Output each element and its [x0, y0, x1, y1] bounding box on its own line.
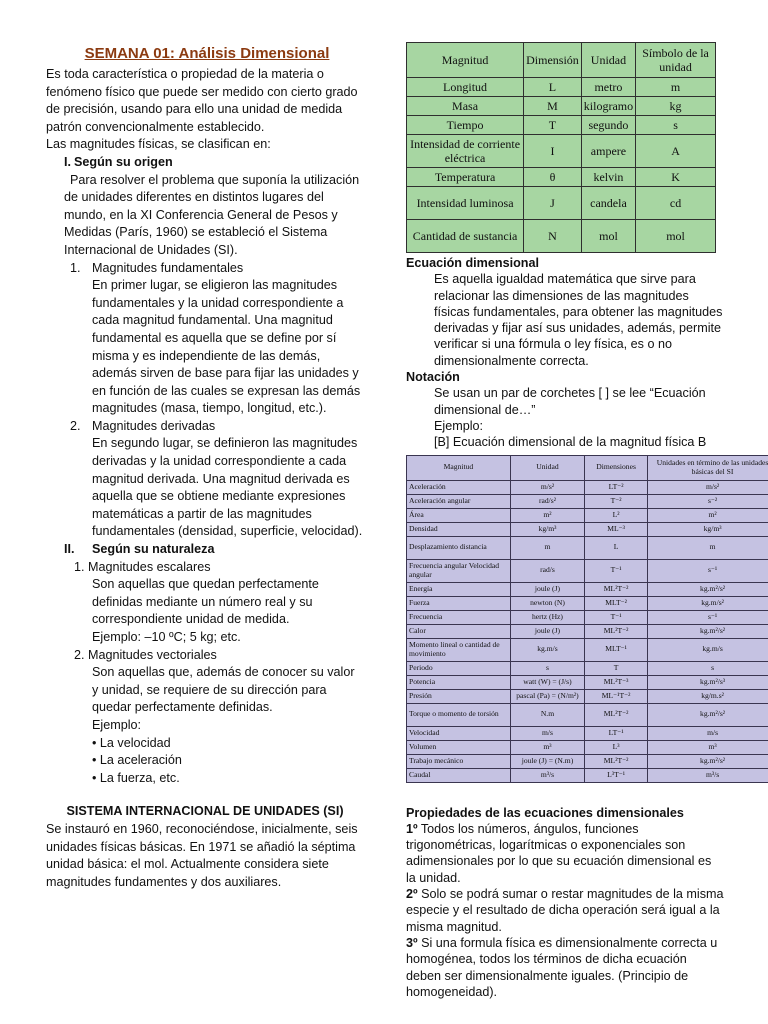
section-naturaleza-heading — [46, 541, 364, 559]
item-derivadas-text: En segundo lugar, se definieron las magnitudes derivadas y la unidad correspondiente a cada magnitud derivada. Una magnitud derivada es aquella que se obtiene mediante expresiones matemáticas a partir de las magnitudes fundamentales (densidad, superficie, velocidad). — [92, 436, 363, 539]
escalares-example: Ejemplo: –10 ºC; 5 kg; etc. — [92, 630, 241, 644]
table-cell: T — [524, 116, 582, 135]
table-cell: ML⁻¹T⁻² — [585, 689, 648, 703]
derived-table-body — [407, 480, 768, 782]
left-column — [46, 44, 364, 891]
propiedad-text: Todos los números, ángulos, funciones trigonométricas, logarítmicas o exponenciales son adimensionales por lo que su ecuación dimensional es la unidad. — [406, 821, 712, 885]
propiedad-number: 1º — [406, 821, 418, 836]
table-cell: T — [585, 661, 648, 675]
table-cell: ML²T⁻² — [585, 754, 648, 768]
table-cell: ML⁻³ — [585, 522, 648, 536]
propiedades-section — [406, 805, 724, 1001]
escalares-title: 1. Magnitudes escalares — [74, 559, 211, 574]
table-cell: I — [524, 135, 582, 168]
table-cell: candela — [581, 187, 635, 220]
table-row — [407, 522, 768, 536]
table-cell: segundo — [581, 116, 635, 135]
table-cell: mol — [581, 220, 635, 253]
table-row — [407, 508, 768, 522]
table-cell: ML²T⁻² — [585, 703, 648, 726]
table-cell: K — [636, 168, 716, 187]
table-cell: m — [636, 78, 716, 97]
table-cell: θ — [524, 168, 582, 187]
header-cell: Dimensiones — [585, 455, 648, 480]
header-cell: Símbolo de la unidad — [636, 43, 716, 78]
vectoriales-text: Son aquellas que, además de conocer su valor y unidad, se requiere de su dirección para quedar perfectamente definidas. — [92, 665, 355, 715]
table-cell: Fuerza — [407, 596, 511, 610]
table-cell: m/s² — [648, 480, 768, 494]
table-cell: kilogramo — [581, 97, 635, 116]
table-cell: m/s — [510, 726, 584, 740]
table-row — [407, 116, 716, 135]
table-cell: kg/m³ — [648, 522, 768, 536]
table-cell: L — [524, 78, 582, 97]
table-cell: hertz (Hz) — [510, 610, 584, 624]
header-cell: Magnitud — [407, 455, 511, 480]
table-cell: rad/s² — [510, 494, 584, 508]
table-cell: Desplazamiento distancia — [407, 536, 511, 559]
table-cell: T⁻² — [585, 494, 648, 508]
table-cell: Densidad — [407, 522, 511, 536]
table-row — [407, 582, 768, 596]
table-row — [407, 768, 768, 782]
table-row — [407, 610, 768, 624]
escalares-text: Son aquellas que quedan perfectamente definidas mediante un número real y su correspondiente unidad de medida. — [92, 577, 319, 627]
notacion-example: [B] Ecuación dimensional de la magnitud física B — [434, 435, 707, 450]
table-cell: kg.m²/s² — [648, 754, 768, 768]
table-cell: joule (J) = (N.m) — [510, 754, 584, 768]
origen-paragraph: Para resolver el problema que suponía la utilización de unidades diferentes en distintos lugares del mundo, en la XI Conferencia General de Pesos y Medidas (París, 1960) se estableció el Sistema Internacional de Unidades (SI). — [64, 172, 360, 257]
header-cell: Unidad — [581, 43, 635, 78]
table-row — [407, 638, 768, 661]
table-cell: mol — [636, 220, 716, 253]
table-cell: N.m — [510, 703, 584, 726]
propiedades-heading: Propiedades de las ecuaciones dimensionales — [406, 805, 684, 820]
table-cell: L³T⁻¹ — [585, 768, 648, 782]
header-cell: Unidad — [510, 455, 584, 480]
item-fundamentales-text: En primer lugar, se eligieron las magnitudes fundamentales y la unidad correspondiente a cada magnitud fundamental. Una magnitud fundamental es aquella que se define por sí misma y es independiente de las demás, además sirven de base para fijar las unidades y en función de las cuales se expresan las demás magnitudes (masa, tiempo, longitud, etc.). — [92, 278, 361, 416]
table-cell: Periodo — [407, 661, 511, 675]
table-cell: Momento lineal o cantidad de movimiento — [407, 638, 511, 661]
table-row — [407, 754, 768, 768]
table-cell: T⁻¹ — [585, 610, 648, 624]
propiedad-number: 3º — [406, 935, 418, 950]
table-cell: s — [636, 116, 716, 135]
table-cell: metro — [581, 78, 635, 97]
table-cell: Intensidad luminosa — [407, 187, 524, 220]
vectoriales-title: 2. Magnitudes vectoriales — [74, 647, 217, 662]
table-cell: Energía — [407, 582, 511, 596]
table-header-row — [407, 455, 768, 480]
vectoriales-example-label: Ejemplo: — [92, 717, 141, 732]
notacion-example-label: Ejemplo: — [434, 418, 483, 433]
table-cell: s⁻² — [648, 494, 768, 508]
table-cell: m — [648, 536, 768, 559]
table-row — [407, 480, 768, 494]
table-cell: s⁻¹ — [648, 610, 768, 624]
item-number: 2. — [70, 418, 81, 433]
table-cell: ML²T⁻² — [585, 582, 648, 596]
table-cell: m — [510, 536, 584, 559]
table-row — [407, 726, 768, 740]
table-cell: kg.m/s — [648, 638, 768, 661]
table-cell: A — [636, 135, 716, 168]
table-cell: N — [524, 220, 582, 253]
propiedad-item — [406, 821, 724, 886]
si-paragraph: Se instauró en 1960, reconociéndose, inicialmente, seis unidades físicas básicas. En 1971 se añadió la séptima unidad básica: el mol. Actualmente considera siete magnitudes fundamentes y dos auxiliares. — [46, 821, 358, 889]
propiedad-text: Si una formula física es dimensionalmente correcta u homogénea, todos los términos de dicha ecuación deben ser dimensionalmente iguales. (Principio de homogeneidad). — [406, 935, 718, 999]
table-cell: cd — [636, 187, 716, 220]
fundamental-units-table — [406, 42, 716, 253]
item-number: 1. — [70, 260, 81, 275]
table-cell: Longitud — [407, 78, 524, 97]
roman-numeral: II. — [64, 542, 75, 557]
table-cell: kg/m.s² — [648, 689, 768, 703]
propiedad-text: Solo se podrá sumar o restar magnitudes de la misma especie y el resultado de dicha operación será igual a la misma magnitud. — [406, 887, 724, 934]
table-cell: kg.m²/s² — [648, 582, 768, 596]
table-cell: ML²T⁻³ — [585, 675, 648, 689]
item-title: Magnitudes derivadas — [92, 418, 216, 433]
roman-numeral: I. — [64, 154, 71, 169]
table-row — [407, 740, 768, 754]
table-cell: ML²T⁻² — [585, 624, 648, 638]
table-row — [407, 97, 716, 116]
heading-text: Según su naturaleza — [92, 542, 215, 557]
derived-magnitudes-table — [406, 455, 768, 783]
table-cell: kg.m/s² — [648, 596, 768, 610]
table-cell: kg.m²/s² — [648, 703, 768, 726]
table-cell: Trabajo mecánico — [407, 754, 511, 768]
table-cell: kg/m³ — [510, 522, 584, 536]
section-origen-heading — [46, 154, 364, 172]
table-cell: pascal (Pa) = (N/m²) — [510, 689, 584, 703]
table-cell: LT⁻² — [585, 480, 648, 494]
table-row — [407, 703, 768, 726]
table-row — [407, 675, 768, 689]
header-cell: Magnitud — [407, 43, 524, 78]
table-cell: m/s — [648, 726, 768, 740]
propiedad-item — [406, 886, 724, 935]
table-cell: Cantidad de sustancia — [407, 220, 524, 253]
table-cell: m³ — [510, 740, 584, 754]
table-row — [407, 494, 768, 508]
table-cell: L³ — [585, 740, 648, 754]
table-row — [407, 220, 716, 253]
notacion-heading: Notación — [406, 370, 460, 385]
table-cell: MLT⁻² — [585, 596, 648, 610]
table-row — [407, 187, 716, 220]
table-cell: newton (N) — [510, 596, 584, 610]
table-cell: Masa — [407, 97, 524, 116]
table-cell: ampere — [581, 135, 635, 168]
table-cell: Presión — [407, 689, 511, 703]
notacion-paragraph: Se usan un par de corchetes [ ] se lee “Ecuación dimensional de…” — [434, 386, 706, 417]
table-row — [407, 536, 768, 559]
table-cell: T⁻¹ — [585, 559, 648, 582]
table-row — [407, 78, 716, 97]
intro-classification: Las magnitudes físicas, se clasifican en: — [46, 137, 271, 152]
table-cell: Intensidad de corriente eléctrica — [407, 135, 524, 168]
table-cell: L² — [585, 508, 648, 522]
table-cell: m/s² — [510, 480, 584, 494]
item-derivadas-title — [46, 418, 364, 436]
ecuacion-paragraph: Es aquella igualdad matemática que sirve para relacionar las dimensiones de las magnitudes físicas fundamentales, para obtener las magnitudes derivadas y fijar así sus unidades, además, permite verificar si una fórmula o ley física, es o no dimensionalmente correcta. — [434, 272, 723, 368]
table-cell: kg.m²/s² — [648, 624, 768, 638]
table-cell: Volumen — [407, 740, 511, 754]
table-cell: rad/s — [510, 559, 584, 582]
table-cell: M — [524, 97, 582, 116]
table-cell: Caudal — [407, 768, 511, 782]
header-cell: Unidades en término de las unidades básicas del SI — [648, 455, 768, 480]
table-cell: m² — [510, 508, 584, 522]
table-cell: Temperatura — [407, 168, 524, 187]
table-cell: L — [585, 536, 648, 559]
table-cell: m³ — [648, 740, 768, 754]
table-row — [407, 661, 768, 675]
table-row — [407, 135, 716, 168]
table-row — [407, 596, 768, 610]
table-cell: Frecuencia angular Velocidad angular — [407, 559, 511, 582]
table-cell: Frecuencia — [407, 610, 511, 624]
propiedad-number: 2º — [406, 887, 418, 902]
intro-paragraph: Es toda característica o propiedad de la materia o fenómeno físico que puede ser medido con cierto grado de precisión, usando para ello una unidad de medida patrón convencionalmente establecido. — [46, 67, 358, 134]
table-cell: Aceleración angular — [407, 494, 511, 508]
table-cell: Aceleración — [407, 480, 511, 494]
table-cell: Calor — [407, 624, 511, 638]
item-title: Magnitudes fundamentales — [92, 260, 244, 275]
item-fundamentales-title — [46, 260, 364, 278]
table-cell: m³/s — [648, 768, 768, 782]
table-cell: joule (J) — [510, 582, 584, 596]
table-cell: MLT⁻¹ — [585, 638, 648, 661]
table-cell: kelvin — [581, 168, 635, 187]
table-cell: s — [510, 661, 584, 675]
right-column — [406, 42, 768, 1000]
table-header-row — [407, 43, 716, 78]
table-cell: m³/s — [510, 768, 584, 782]
table-cell: Tiempo — [407, 116, 524, 135]
heading-text: Según su origen — [74, 154, 173, 169]
header-cell: Dimensión — [524, 43, 582, 78]
table-cell: joule (J) — [510, 624, 584, 638]
example-velocidad: • La velocidad — [92, 735, 171, 750]
table-row — [407, 689, 768, 703]
si-heading: SISTEMA INTERNACIONAL DE UNIDADES (SI) — [66, 804, 344, 819]
table-cell: J — [524, 187, 582, 220]
table-cell: m² — [648, 508, 768, 522]
table-cell: watt (W) = (J/s) — [510, 675, 584, 689]
propiedad-item — [406, 935, 724, 1000]
table-cell: Área — [407, 508, 511, 522]
table-cell: Potencia — [407, 675, 511, 689]
ecuacion-heading: Ecuación dimensional — [406, 256, 539, 270]
table-cell: kg.m²/s³ — [648, 675, 768, 689]
table-row — [407, 168, 716, 187]
table-cell: s — [648, 661, 768, 675]
table-row — [407, 559, 768, 582]
example-aceleracion: • La aceleración — [92, 753, 182, 768]
page-title: SEMANA 01: Análisis Dimensional — [84, 45, 330, 62]
table-cell: s⁻¹ — [648, 559, 768, 582]
table-cell: kg.m/s — [510, 638, 584, 661]
table-cell: kg — [636, 97, 716, 116]
table-cell: Torque o momento de torsión — [407, 703, 511, 726]
table-cell: LT⁻¹ — [585, 726, 648, 740]
table-row — [407, 624, 768, 638]
example-fuerza: • La fuerza, etc. — [92, 770, 180, 785]
table-cell: Velocidad — [407, 726, 511, 740]
